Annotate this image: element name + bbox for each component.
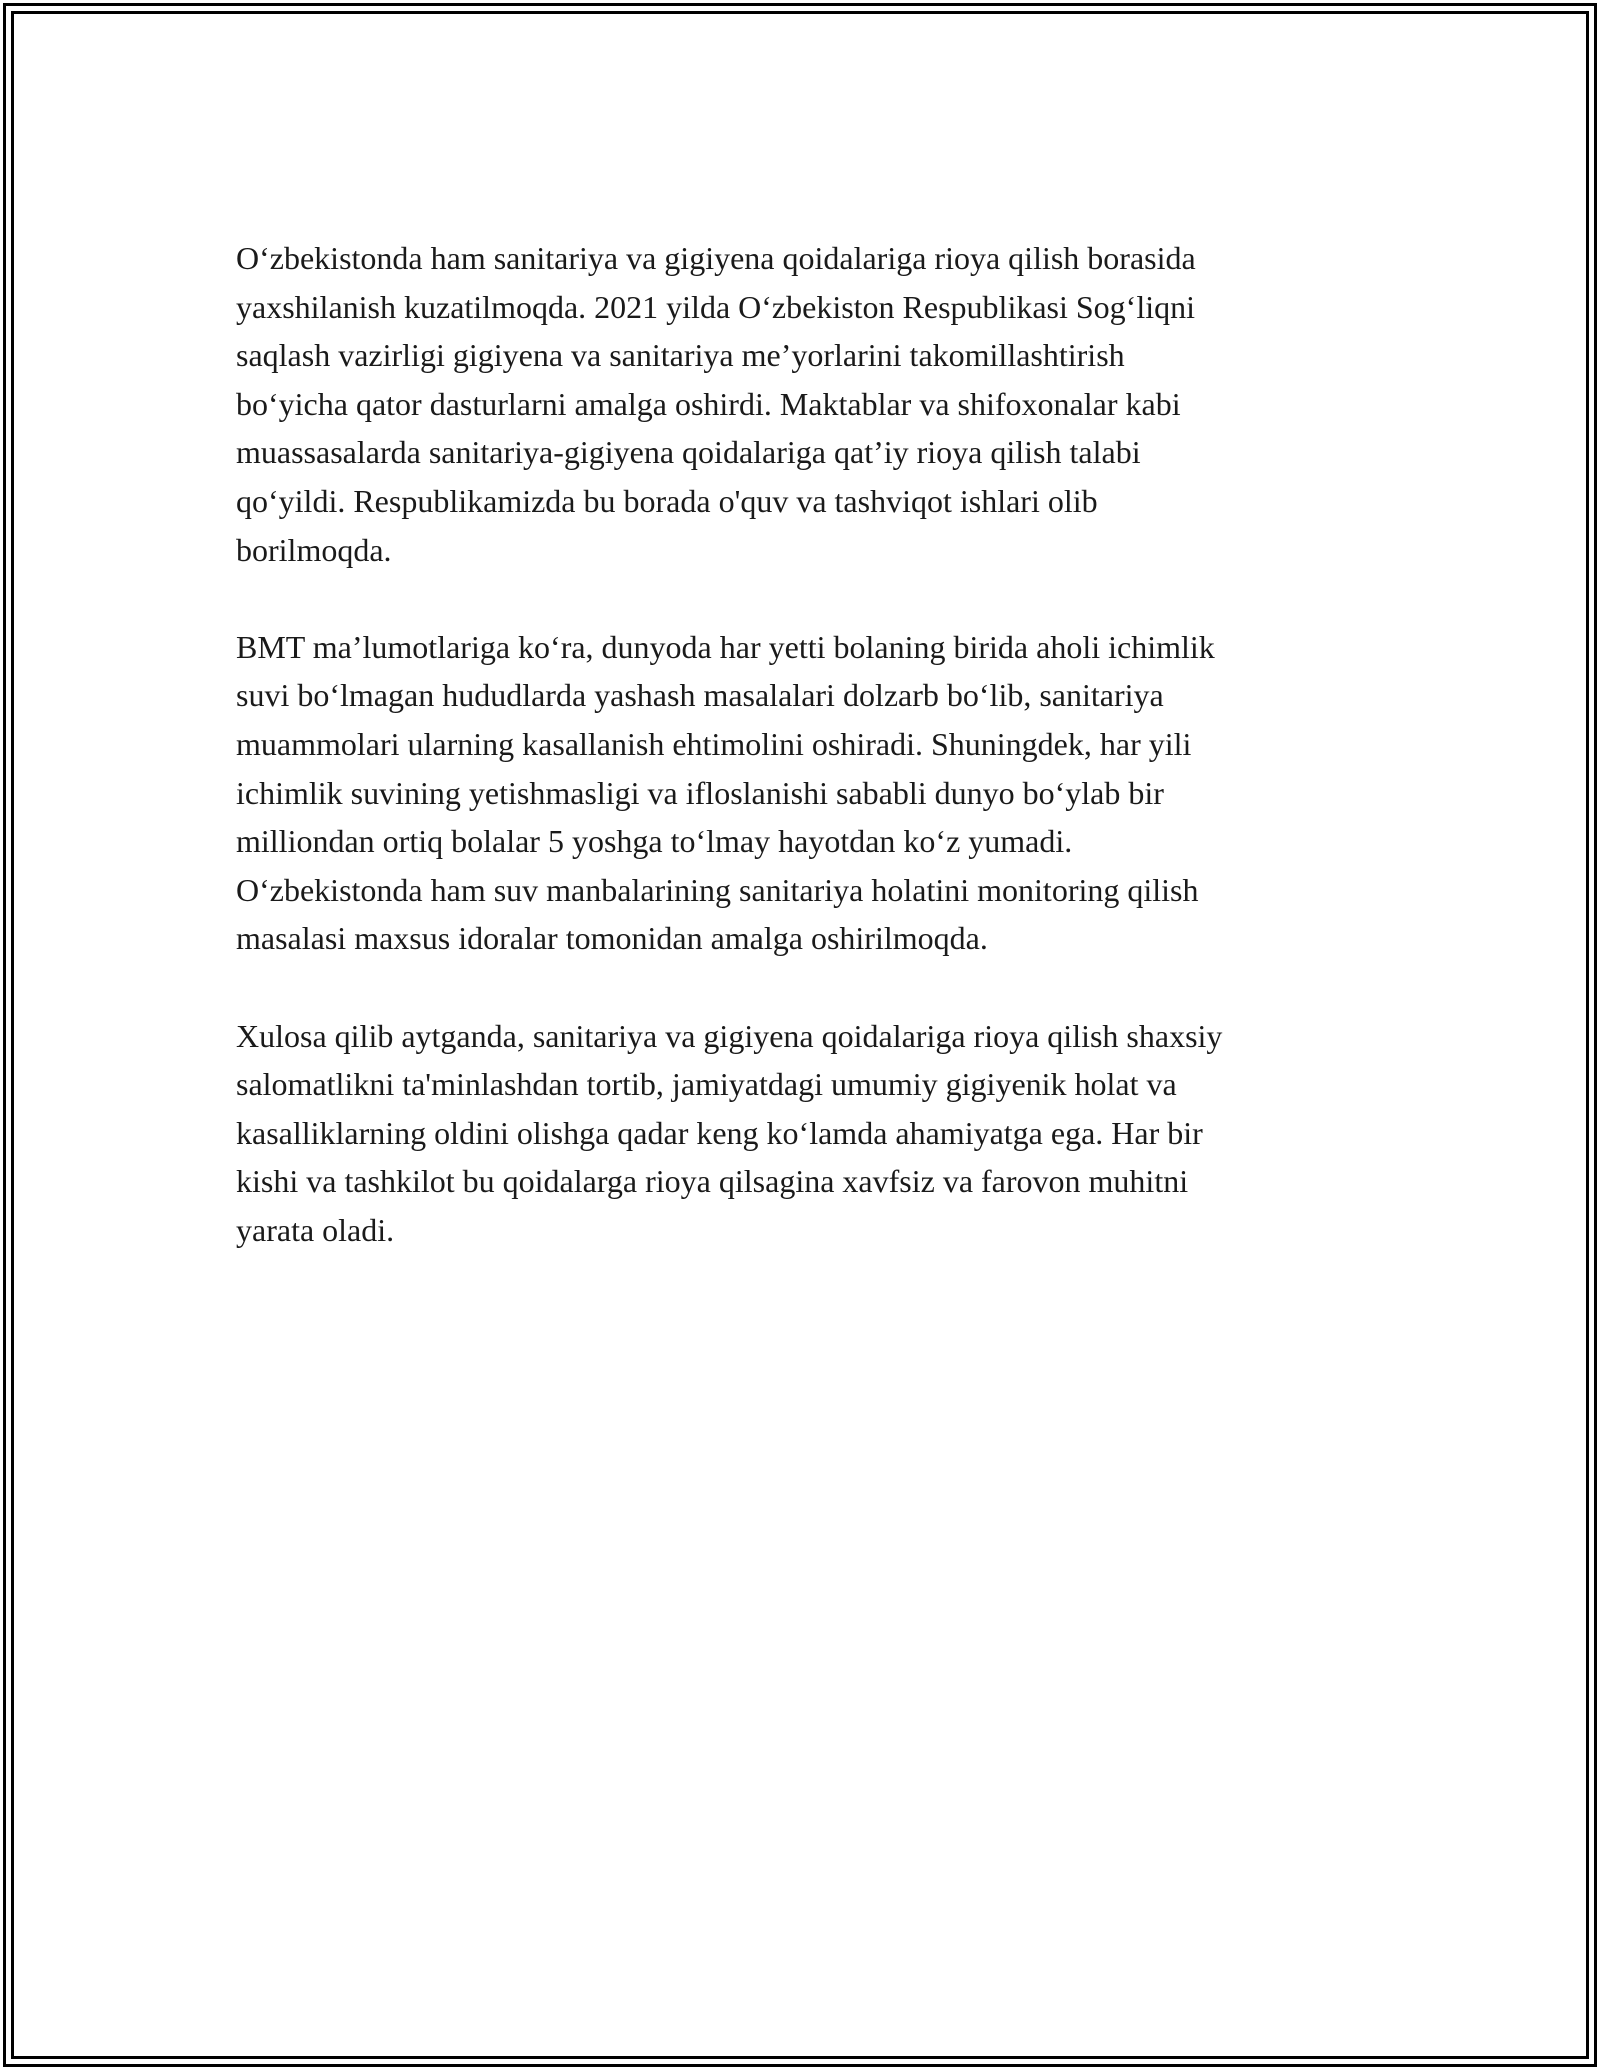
- text-line: bo‘yicha qator dasturlarni amalga oshirdi. Maktablar va shifoxonalar kabi: [236, 385, 1181, 422]
- text-line: muassasalarda sanitariya-gigiyena qoidalariga qat’iy rioya qilish talabi: [236, 434, 1141, 471]
- text-line: borilmoqda.: [236, 531, 392, 568]
- paragraph-un-statistics: [236, 623, 1386, 963]
- paragraph-sanitation-progress: [236, 234, 1386, 574]
- text-line: kishi va tashkilot bu qoidalarga rioya qilsagina xavfsiz va farovon muhitni: [236, 1163, 1189, 1200]
- text-line: saqlash vazirligi gigiyena va sanitariya me’yorlarini takomillashtirish: [236, 337, 1125, 374]
- text-line: O‘zbekistonda ham suv manbalarining sanitariya holatini monitoring qilish: [236, 871, 1199, 908]
- text-line: qo‘yildi. Respublikamizda bu borada o'quv va tashviqot ishlari olib: [236, 482, 1098, 519]
- document-body: [236, 234, 1386, 1303]
- text-line: yarata oladi.: [236, 1211, 395, 1248]
- paragraph-conclusion: [236, 1012, 1386, 1255]
- text-line: salomatlikni ta'minlashdan tortib, jamiyatdagi umumiy gigiyenik holat va: [236, 1066, 1177, 1103]
- text-line: muammolari ularning kasallanish ehtimolini oshiradi. Shuningdek, har yili: [236, 725, 1192, 762]
- text-line: BMT ma’lumotlariga ko‘ra, dunyoda har yetti bolaning birida aholi ichimlik: [236, 628, 1215, 665]
- text-line: milliondan ortiq bolalar 5 yoshga to‘lmay hayotdan ko‘z yumadi.: [236, 823, 1073, 860]
- text-line: ichimlik suvining yetishmasligi va ifloslanishi sababli dunyo bo‘ylab bir: [236, 774, 1164, 811]
- text-line: suvi bo‘lmagan hududlarda yashash masalalari dolzarb bo‘lib, sanitariya: [236, 677, 1164, 714]
- text-line: masalasi maxsus idoralar tomonidan amalga oshirilmoqda.: [236, 920, 988, 957]
- text-line: O‘zbekistonda ham sanitariya va gigiyena qoidalariga rioya qilish borasida: [236, 240, 1196, 276]
- text-line: yaxshilanish kuzatilmoqda. 2021 yilda O‘zbekiston Respublikasi Sog‘liqni: [236, 288, 1195, 325]
- text-line: kasalliklarning oldini olishga qadar keng ko‘lamda ahamiyatga ega. Har bir: [236, 1114, 1203, 1151]
- text-line: Xulosa qilib aytganda, sanitariya va gigiyena qoidalariga rioya qilish shaxsiy: [236, 1017, 1223, 1054]
